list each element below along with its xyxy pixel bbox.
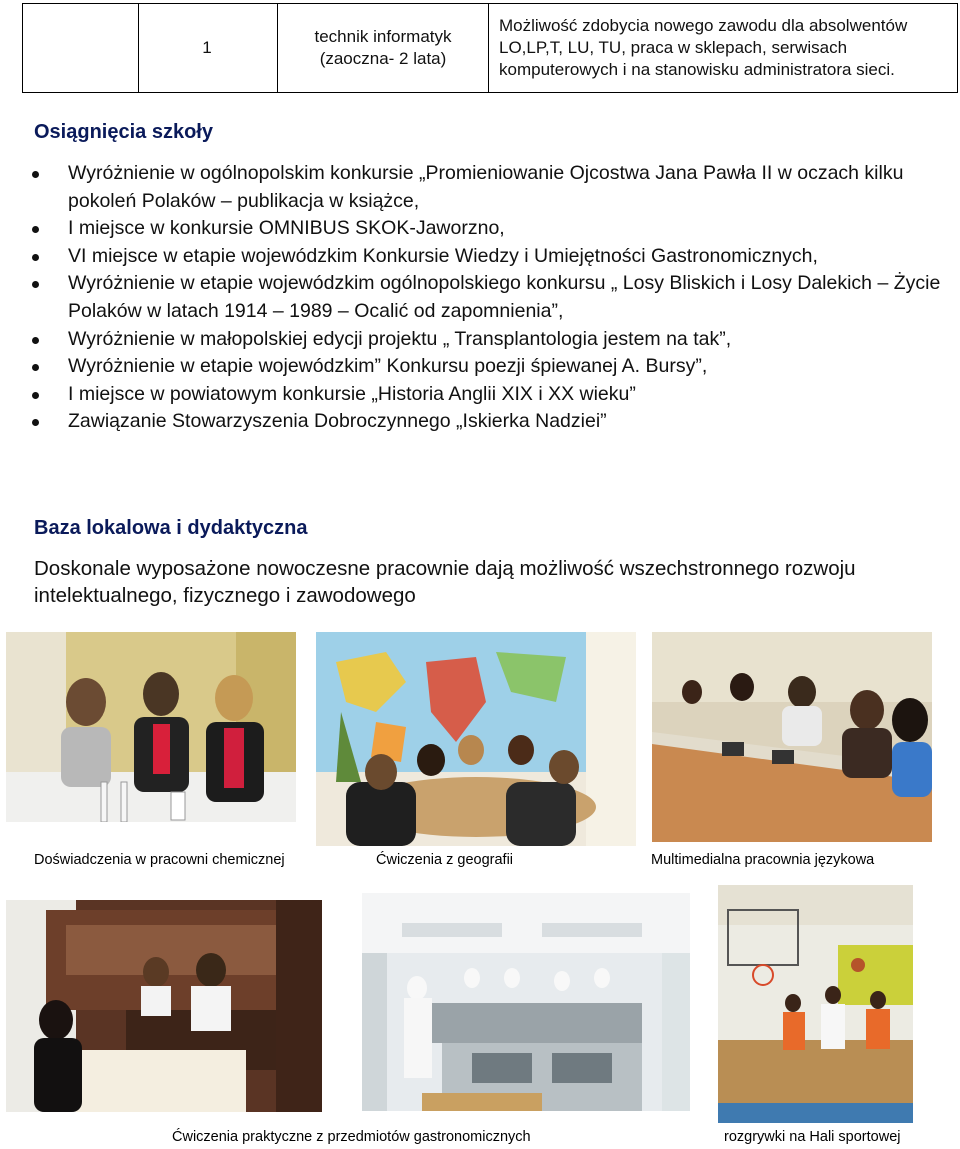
chemistry-lab-photo — [6, 632, 296, 822]
kitchen-lab-photo — [362, 893, 690, 1111]
list-item: Wyróżnienie w ogólnopolskim konkursie „Promieniowanie Ojcostwa Jana Pawła II w oczach kilku pokoleń Polaków – publikacja w książce, — [32, 160, 952, 215]
language-lab-photo — [652, 632, 932, 842]
table-row — [23, 4, 958, 93]
geography-caption: Ćwiczenia z geografii — [376, 852, 514, 868]
sports-caption: rozgrywki na Hali sportowej — [724, 1129, 901, 1145]
table-cell-description: Możliwość zdobycia nowego zawodu dla absolwentów LO,LP,T, LU, TU, praca w sklepach, serwisach komputerowych i na stanowisku administratora sieci. — [489, 4, 958, 93]
profession-table — [22, 3, 958, 93]
geography-photo — [316, 632, 636, 846]
table-cell-profession: technik informatyk (zaoczna- 2 lata) — [278, 4, 489, 93]
list-item: I miejsce w powiatowym konkursie „Historia Anglii XIX i XX wieku” — [32, 381, 952, 409]
list-item: I miejsce w konkursie OMNIBUS SKOK-Jaworzno, — [32, 215, 952, 243]
gastronomy-caption: Ćwiczenia praktyczne z przedmiotów gastronomicznych — [172, 1129, 531, 1145]
chemistry-caption: Doświadczenia w pracowni chemicznej — [34, 852, 285, 868]
table-cell-number: 1 — [139, 4, 278, 93]
list-item: VI miejsce w etapie wojewódzkim Konkursie Wiedzy i Umiejętności Gastronomicznych, — [32, 243, 952, 271]
base-description: Doskonale wyposażone nowoczesne pracownie dają możliwość wszechstronnego rozwoju intelektualnego, fizycznego i zawodowego — [34, 557, 856, 607]
achievements-heading: Osiągnięcia szkoły — [34, 121, 213, 143]
sports-hall-photo — [718, 885, 913, 1123]
list-item: Wyróżnienie w etapie wojewódzkim” Konkursu poezji śpiewanej A. Bursy”, — [32, 353, 952, 381]
list-item: Wyróżnienie w małopolskiej edycji projektu „ Transplantologia jestem na tak”, — [32, 326, 952, 354]
base-heading: Baza lokalowa i dydaktyczna — [34, 517, 308, 539]
table-cell-empty — [23, 4, 139, 93]
gastronomy-room-photo — [6, 900, 322, 1112]
achievements-list — [32, 160, 952, 436]
language-caption: Multimedialna pracownia językowa — [651, 852, 875, 868]
list-item: Wyróżnienie w etapie wojewódzkim ogólnopolskiego konkursu „ Losy Bliskich i Losy Dalekich – Życie Polaków w latach 1914 – 1989 – Ocalić od zapomnienia”, — [32, 270, 952, 325]
list-item: Zawiązanie Stowarzyszenia Dobroczynnego „Iskierka Nadziei” — [32, 408, 952, 436]
